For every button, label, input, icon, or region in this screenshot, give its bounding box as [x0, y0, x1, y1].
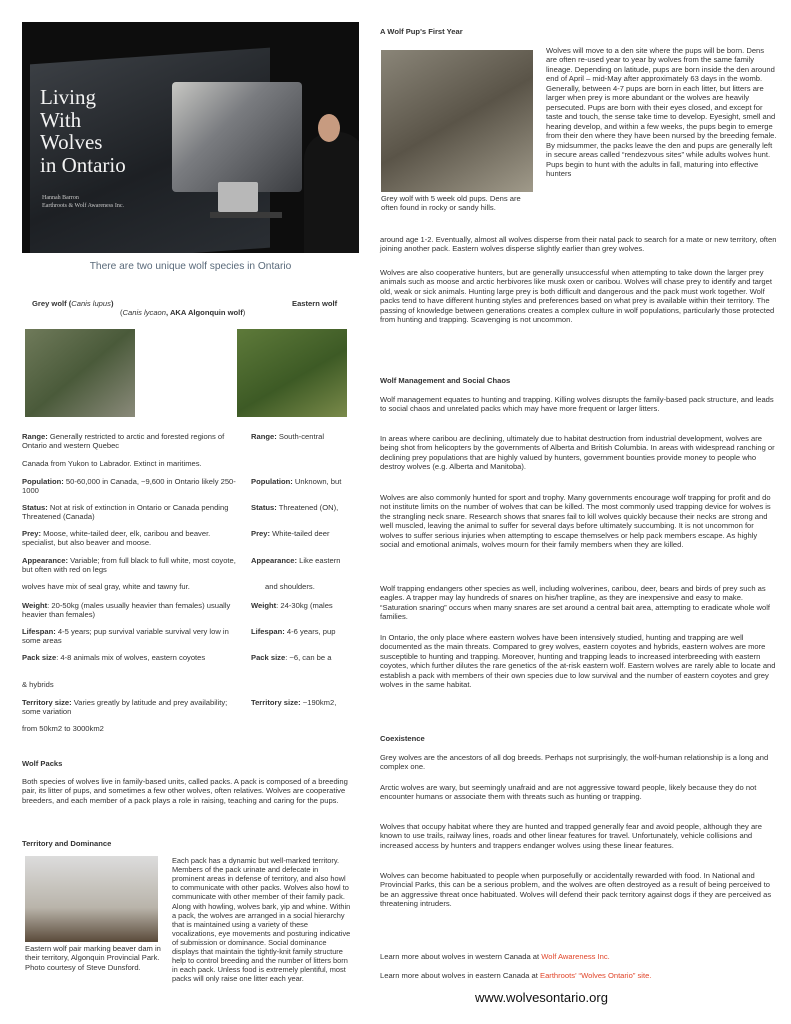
grey-row-pack-size-cont: & hybrids	[22, 680, 54, 689]
eastern-row-appearance: Appearance: Like eastern	[251, 556, 341, 565]
grey-row-appearance-cont: wolves have mix of seal gray, white and tawny fur.	[22, 582, 190, 591]
species-title: There are two unique wolf species in Ontario	[89, 261, 292, 272]
wolf-pups-photo	[381, 50, 533, 192]
eastern-row-territory: Territory size: ~190km2,	[251, 698, 337, 707]
learn-more-eastern: Learn more about wolves in eastern Canada at Earthroots’ “Wolves Ontario” site.	[380, 971, 652, 980]
footer-url: www.wolvesontario.org	[475, 990, 608, 1005]
territory-heading: Territory and Dominance	[22, 839, 112, 848]
management-p4: Wolf trapping endangers other species as well, including wolverines, caribou, deer, bears and birds of prey such as eagles. A trapper may lay hundreds of snares on his/her trapline, as they are inexpensive and easy to make. “Saturation snaring” occurs when many snares are set around a central bait area, attempting to eradicate whole wolf families.	[380, 584, 771, 622]
eastern-row-range: Range: South-central	[251, 432, 325, 441]
speaker-figure	[304, 132, 359, 253]
eastern-row-pack-size: Pack size: ~6, can be a	[251, 653, 332, 662]
podium	[210, 212, 282, 218]
grey-row-status: Status: Not at risk of extinction in Ontario or Canada pending Threatened (Canada)	[22, 503, 229, 522]
beaver-dam-photo	[25, 856, 158, 942]
coexistence-heading: Coexistence	[380, 734, 425, 743]
pups-heading: A Wolf Pup's First Year	[380, 27, 463, 36]
grey-row-lifespan: Lifespan: 4-5 years; pup survival variable survival very low in some areas	[22, 627, 229, 646]
eastern-row-population: Population: Unknown, but	[251, 477, 342, 486]
grey-row-pack-size: Pack size: 4-8 animals mix of wolves, eastern coyotes	[22, 653, 206, 662]
coexistence-p1: Grey wolves are the ancestors of all dog breeds. Perhaps not surprisingly, the wolf-human relationship is a long and complex one.	[380, 753, 769, 772]
management-p5: In Ontario, the only place where eastern wolves have been intensively studied, hunting and trapping are well documented as the main threats. Compared to grey wolves, eastern coyotes and hybrids, eastern wolves are more susceptible to hunting and trapping. Moreover, hunting and trapping leads to increased interbreeding with eastern coyotes, which further dilutes the rare genetics of the at-risk eastern wolf. Eastern wolves are rarely able to locate and establish a pack with members of their own species due to low survival and the number of eastern coyotes and grey wolves in the same habitat.	[380, 633, 776, 690]
management-heading: Wolf Management and Social Chaos	[380, 376, 511, 385]
eastern-row-prey: Prey: White-tailed deer	[251, 529, 330, 538]
eastern-row-weight: Weight: 24-30kg (males	[251, 601, 333, 610]
eastern-row-lifespan: Lifespan: 4-6 years, pup	[251, 627, 336, 636]
hero-subtitle: Hannah Barron Earthroots & Wolf Awareness Inc.	[42, 195, 125, 210]
management-p2: In areas where caribou are declining, ultimately due to habitat destruction from industrial development, wolves are being shot from helicopters by the governments of Alberta and British Columbia. In areas with widespread ranching or declining prey populations that are highly valued by hunters, government bounties provide money to people who destroy wolves (e.g. Alberta and Manitoba).	[380, 434, 775, 472]
eastern-row-status: Status: Threatened (ON),	[251, 503, 339, 512]
earthroots-link[interactable]: Earthroots’ “Wolves Ontario” site.	[540, 971, 652, 980]
wolf-awareness-link[interactable]: Wolf Awareness Inc.	[541, 952, 610, 961]
laptop	[218, 182, 258, 212]
grey-row-weight: Weight: 20-50kg (males usually heavier than females) usually heavier than females)	[22, 601, 231, 620]
grey-wolf-photo	[25, 329, 135, 417]
learn-more-western: Learn more about wolves in western Canada at Wolf Awareness Inc.	[380, 952, 610, 961]
pups-hunting-text: Wolves are also cooperative hunters, but are generally unsuccessful when attempting to take down the larger prey animals such as moose and arctic herbivores like musk oxen or caribou. Wolves will chase prey to identify and target old, weak or sick animals. Hunting large prey is both difficult and dangerous and the pack must work together. Wolf packs tend to have different hunting styles and preferences based on what prey is available within their territory. The passing of knowledge between generations creates a complex culture in wolf populations, particularly those protected from hunting and trapping. Scavenging is not uncommon.	[380, 268, 775, 325]
eastern-wolf-photo	[237, 329, 347, 417]
eastern-wolf-subheader: (Canis lycaon, AKA Algonquin wolf)	[120, 308, 246, 317]
grey-row-territory-cont: from 50km2 to 3000km2	[22, 724, 104, 733]
grey-row-appearance: Appearance: Variable; from full black to full white, most coyote, but often with red on legs	[22, 556, 236, 575]
management-p1: Wolf management equates to hunting and trapping. Killing wolves disrupts the family-based pack structure, and leads to social chaos and unrelated packs which may have more frequent or larger litters.	[380, 395, 774, 414]
hero-title: Living With Wolves in Ontario	[40, 85, 126, 178]
wolf-packs-text: Both species of wolves live in family-based units, called packs. A pack is composed of a breeding pair, its litter of pups, and sometimes a few other wolves, often relatives. Wolves are cooperative breeders, and each member of a pack plays a role in raising, teaching and caring for the pups.	[22, 777, 348, 805]
management-p3: Wolves are also commonly hunted for sport and trophy. Many governments encourage wolf trapping for profit and do not institute limits on the number of wolves that can be killed. The most commonly used trapping device for wolves is the strangling neck snare. Research shows that snares fail to kill wolves quickly because their necks are strong and well muscled, leaving the animal to suffer for several days before ultimately succumbing. It is not uncommon for wolves to suffer serious injuries when attempting to escape themselves or help pack members escape. As highly social and emotional animals, wolves mourn for their family members when they are killed.	[380, 493, 771, 550]
speaker-head	[318, 114, 340, 142]
pups-text-full: around age 1-2. Eventually, almost all wolves disperse from their natal pack to search for a mate or new territory, often joining another pack. Eastern wolves disperse slightly earlier than grey wolves.	[380, 235, 777, 254]
grey-row-range: Range: Generally restricted to arctic and forested regions of Ontario and western Quebec	[22, 432, 225, 451]
coexistence-p4: Wolves can become habituated to people when purposefully or accidentally rewarded with food. In National and Provincial Parks, this can be a serious problem, and the wolves are often destroyed as a result of being perceived to be an aggressive threat once habituated. Wolves will defend their pack territory against dogs if they are perceived as threatening intruders.	[380, 871, 772, 909]
grey-row-prey: Prey: Moose, white-tailed deer, elk, caribou and beaver. specialist, but also beaver and moose.	[22, 529, 211, 548]
hero-photo	[22, 22, 359, 253]
grey-wolf-header: Grey wolf (Canis lupus)	[32, 299, 114, 308]
wolf-packs-heading: Wolf Packs	[22, 759, 63, 768]
eastern-wolf-header: Eastern wolf	[292, 299, 338, 308]
territory-text: Each pack has a dynamic but well-marked territory. Members of the pack urinate and defecate in prominent areas in defense of territory, and also howl to communicate with other packs. Wolves also howl to communicate with other member of their family pack. Along with howling, wolves bark, yip and whine. Within a pack, the wolves are arranged in a social hierarchy that is maintained using a variety of these vocalizations, eye movements and posturing indicative of submission or dominance. Social dominance displays that maintain the tightly-knit family structure help to control breeding and the number of litters born in each pack. Unless food is extremely plentiful, most packs will only raise one litter each year.	[172, 856, 351, 984]
grey-row-population: Population: 50-60,000 in Canada, ~9,600 in Ontario likely 250-1000	[22, 477, 236, 496]
grey-row-range-cont: Canada from Yukon to Labrador. Extinct in maritimes.	[22, 459, 202, 468]
wolf-pack-photo	[172, 82, 302, 192]
eastern-row-appearance-cont: and shoulders.	[265, 582, 315, 591]
pups-caption: Grey wolf with 5 week old pups. Dens are often found in rocky or sandy hills.	[381, 194, 521, 213]
pups-text-right: Wolves will move to a den site where the pups will be born. Dens are often re-used year to year by wolves from the same family lineage. Depending on latitude, pups are born inside the den around end of April – mid-May after approximately 63 days in the womb. Generally, between 4-7 pups are born in each litter, but litters are larger when prey is more abundant or the wolves are heavily persecuted. Pups are born with their eyes closed, and except for taste and touch, the sense take time to develop. Eyesight, smell and hearing develop, and within a few weeks, the pups begin to emerge from their den where they have been nursed by the breeding female. By midsummer, the packs leave the den and pups are generally left in secure areas called “rendezvous sites” while adults wolves hunt. Pups begin to hunt with the adults in fall, maturing into effective hunters	[546, 46, 777, 179]
grey-row-territory: Territory size: Varies greatly by latitude and prey availability; some variation	[22, 698, 228, 717]
coexistence-p3: Wolves that occupy habitat where they are hunted and trapped generally fear and avoid people, although they are known to use trails, railway lines, roads and other linear features for travel. Unfortunately, vehicle collisions and increased access by hunters and trappers endanger wolves using these linear features.	[380, 822, 762, 850]
coexistence-p2: Arctic wolves are wary, but seemingly unafraid and are not aggressive toward people, likely because they do not encounter humans or associate them with threats such as hunting or trapping.	[380, 783, 757, 802]
territory-caption: Eastern wolf pair marking beaver dam in their territory, Algonquin Provincial Park. Photo courtesy of Steve Dunsford.	[25, 944, 161, 972]
